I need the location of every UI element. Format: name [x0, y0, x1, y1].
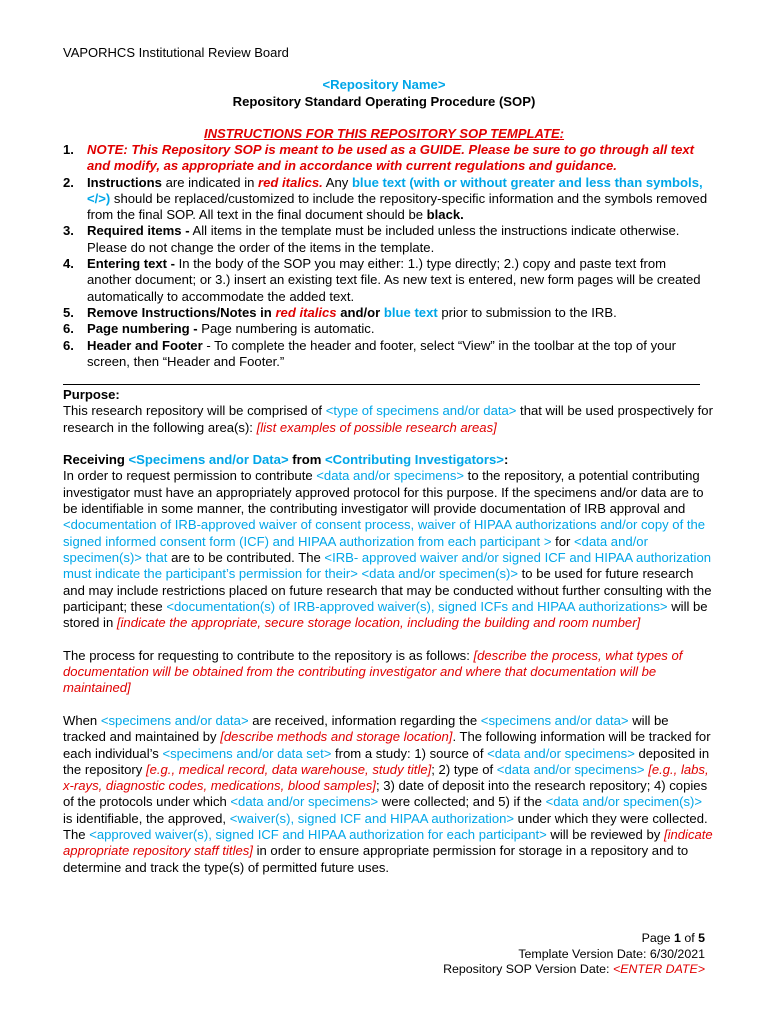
text-run: - To complete the header and footer, select “View” in the toolbar at the top of your screen, then “Header and Footer.” — [87, 337, 677, 369]
sop-version-value: <ENTER DATE> — [612, 962, 705, 976]
text-run: will be stored in — [63, 598, 708, 631]
text-run: Any — [322, 174, 352, 190]
text-run: red italics — [275, 304, 337, 320]
text-run: [describe the process, what types of documentation will be obtained from the contributing investigator and where that documentation will be maintained] — [63, 647, 683, 696]
text-run: <IRB- approved waiver and/or signed ICF and HIPAA authorization must indicate the participant’s permission for their> <data and/or specimen(s)> — [63, 549, 712, 582]
text-run: <data and/or specimens> — [496, 761, 645, 777]
body-paragraph — [63, 468, 713, 631]
body-paragraph — [63, 387, 713, 403]
text-run: <data and/or specimens> — [230, 794, 379, 810]
instruction-item — [63, 305, 713, 321]
text-run: <specimens and/or data> — [100, 712, 249, 728]
instruction-number: 3. — [63, 223, 74, 239]
text-run: <Contributing Investigators> — [324, 452, 504, 468]
text-run: <waiver(s), signed ICF and HIPAA authorization> — [229, 810, 515, 826]
page-number — [642, 931, 705, 947]
text-run: from — [288, 452, 325, 468]
text-run: under which they were collected. The — [63, 810, 708, 843]
text-run: Header and Footer — [87, 337, 203, 353]
text-run: <documentation of IRB-approved waiver of consent process, waiver of HIPAA authorizations and/or copy of the signed informed consent form (ICF) and HIPAA authorization from each participant > — [63, 517, 706, 549]
text-run: to be used for future research and may include restrictions placed on future research that may be conducted without further consulting with the participant; these — [63, 566, 712, 614]
body-paragraph — [63, 403, 713, 436]
text-run: <specimens and/or data set> — [162, 745, 332, 761]
text-run: Page numbering - — [87, 321, 198, 337]
text-run: were collected; and 5) if the — [378, 794, 546, 810]
text-run: [indicate the appropriate, secure storage location, including the building and room number] — [116, 615, 641, 631]
instruction-text — [87, 142, 713, 175]
body-paragraph — [63, 713, 713, 876]
paragraph-spacer — [63, 697, 713, 713]
section-divider — [63, 384, 700, 385]
text-run: should be replaced/customized to include the repository-specific information and the symbols removed from the final SOP. All text in the final document should be — [87, 190, 708, 223]
text-run: in order to ensure appropriate permission for storage in a repository and to determine and track the type(s) of permitted future uses. — [63, 843, 689, 875]
paragraph-spacer — [63, 631, 713, 647]
header-organization: VAPORHCS Institutional Review Board — [63, 45, 289, 60]
text-run: will be tracked and maintained by — [63, 712, 669, 745]
sop-version-label: Repository SOP Version Date: — [443, 962, 613, 976]
text-run: blue text — [383, 304, 438, 320]
text-run: Purpose: — [63, 387, 120, 402]
instruction-item — [63, 142, 713, 175]
text-run: are to be contributed. The — [167, 549, 325, 565]
body-paragraph — [63, 452, 713, 468]
page-of: of — [680, 931, 699, 945]
page-total: 5 — [698, 931, 705, 945]
instruction-item — [63, 256, 713, 305]
text-run: <data and/or specimen(s)> — [545, 794, 703, 810]
text-run: All items in the template must be included unless the instructions indicate otherwise. Please do not change the order of the items in the template. — [87, 223, 680, 255]
text-run: Receiving — [63, 452, 129, 468]
text-run: are indicated in — [161, 174, 259, 190]
instruction-item — [63, 338, 713, 371]
instruction-text — [87, 305, 713, 321]
instruction-number: 6. — [63, 337, 74, 353]
text-run: [e.g., labs, x-rays, diagnostic codes, medications, blood samples] — [63, 761, 709, 794]
text-run: Entering text - — [87, 256, 176, 272]
text-run: that will be used prospectively for research in the following area(s): — [63, 403, 713, 435]
sop-version-date — [443, 962, 705, 978]
document-title: Repository Standard Operating Procedure (SOP) — [232, 94, 536, 109]
text-run: ; 2) type of — [431, 761, 497, 777]
page-current: 1 — [673, 931, 681, 945]
instruction-text — [87, 256, 713, 305]
text-run: <approved waiver(s), signed ICF and HIPAA authorization for each participant> — [89, 827, 547, 843]
text-run: to the repository, a potential contributing investigator must have an appropriately approved protocol for this purpose. If the specimens and/or data are to be identifiable in some manner, the contributing investigator will provide documentation of IRB approval and — [63, 468, 704, 517]
instruction-item — [63, 223, 713, 256]
text-run: for — [551, 533, 575, 549]
text-run: <data and/or specimens> — [316, 468, 465, 484]
text-run: [indicate appropriate repository staff titles] — [63, 827, 713, 859]
text-run: deposited in the repository — [63, 745, 710, 777]
text-run: from a study: 1) source of — [331, 745, 488, 761]
instruction-number: 2. — [63, 174, 74, 190]
page-label: Page — [641, 931, 674, 945]
template-version-date: Template Version Date: 6/30/2021 — [518, 946, 705, 961]
text-run: Remove Instructions/Notes in — [87, 304, 276, 320]
instructions-list — [63, 142, 713, 370]
instruction-text — [87, 223, 713, 256]
text-run: <data and/or specimen(s)> that — [63, 533, 648, 565]
document-body — [63, 387, 713, 876]
text-run: blue text (with or without greater and less than symbols, </>) — [87, 174, 703, 206]
text-run: Required items - — [87, 223, 190, 239]
instruction-item — [63, 321, 713, 337]
text-run: In order to request permission to contribute — [63, 468, 317, 484]
text-run: : — [503, 452, 509, 468]
instruction-text — [87, 175, 713, 224]
text-run: <documentation(s) of IRB-approved waiver(s), signed ICFs and HIPAA authorizations> — [166, 598, 668, 614]
text-run: The process for requesting to contribute to the repository is as follows: — [63, 647, 474, 663]
text-run: <type of specimens and/or data> — [325, 403, 517, 419]
text-run: red italics. — [258, 174, 323, 190]
text-run: [list examples of possible research areas] — [256, 419, 497, 435]
instruction-number: 5. — [63, 304, 74, 320]
text-run: When — [63, 712, 101, 728]
text-run: <specimens and/or data> — [480, 712, 629, 728]
text-run: Page numbering is automatic. — [197, 321, 375, 337]
instruction-item — [63, 175, 713, 224]
text-run: In the body of the SOP you may either: 1.) type directly; 2.) copy and paste text from another document; or 3.) insert an existing text file. As new text is entered, new form pages will be created automatically to accommodate the added text. — [87, 256, 701, 304]
text-run: [describe methods and storage location] — [220, 729, 453, 745]
text-run: This research repository will be comprised of — [63, 403, 326, 419]
text-run: <Specimens and/or Data> — [128, 452, 289, 468]
text-run: <data and/or specimens> — [487, 745, 635, 761]
instruction-text — [87, 338, 713, 371]
body-paragraph — [63, 648, 713, 697]
text-run: prior to submission to the IRB. — [437, 304, 617, 320]
text-run: [e.g., medical record, data warehouse, study title] — [145, 761, 432, 777]
instruction-number: 6. — [63, 321, 74, 337]
text-run: black. — [426, 207, 464, 223]
instruction-number: 1. — [63, 142, 74, 157]
repository-name-placeholder: <Repository Name> — [322, 77, 446, 92]
instruction-text — [87, 321, 713, 337]
text-run: will be reviewed by — [546, 827, 664, 843]
text-run: NOTE: This Repository SOP is meant to be used as a GUIDE. Please be sure to go through all text and modify, as appropriate and in accordance with current regulations and guidance. — [87, 142, 695, 174]
text-run: ; 3) date of deposit into the research repository; 4) copies of the protocols under which — [63, 778, 708, 810]
text-run: are received, information regarding the — [248, 712, 481, 728]
paragraph-spacer — [63, 436, 713, 452]
text-run: Instructions — [87, 174, 162, 190]
text-run: . The following information will be tracked for each individual’s — [63, 729, 711, 761]
instruction-number: 4. — [63, 256, 74, 272]
instructions-heading: INSTRUCTIONS FOR THIS REPOSITORY SOP TEMPLATE: — [203, 126, 565, 141]
text-run: and/or — [336, 304, 381, 320]
text-run: is identifiable, the approved, — [63, 810, 230, 826]
